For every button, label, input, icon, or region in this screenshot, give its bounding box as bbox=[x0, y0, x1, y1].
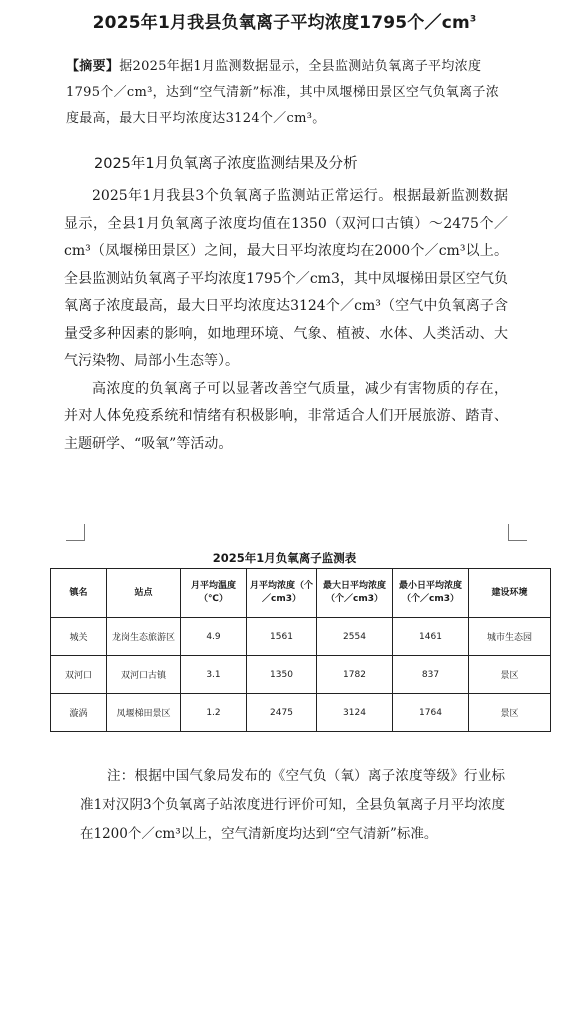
section-heading: 2025年1月负氧离子浓度监测结果及分析 bbox=[94, 156, 358, 172]
table-row bbox=[51, 618, 551, 656]
cell-environment: 景区 bbox=[469, 656, 551, 694]
header-min-daily: 最小日平均浓度（个／cm3） bbox=[393, 569, 469, 618]
header-max-daily: 最大日平均浓度（个／cm3） bbox=[317, 569, 393, 618]
header-avg-concentration: 月平均浓度（个／cm3） bbox=[247, 569, 317, 618]
cell-max-daily: 2554 bbox=[317, 618, 393, 656]
abstract-text: 据2025年据1月监测数据显示，全县监测站负氧离子平均浓度1795个／cm³，达到“空气清新”标准，其中凤堰梯田景区空气负氧离子浓度最高，最大日平均浓度达3124个／cm³。 bbox=[66, 59, 499, 126]
note bbox=[80, 762, 505, 849]
cell-town: 双河口 bbox=[51, 656, 107, 694]
cell-max-daily: 3124 bbox=[317, 694, 393, 732]
header-avg-temp: 月平均温度（℃） bbox=[181, 569, 247, 618]
cell-avg-concentration: 1561 bbox=[247, 618, 317, 656]
cell-min-daily: 1764 bbox=[393, 694, 469, 732]
crop-mark-right bbox=[508, 524, 527, 541]
header-town: 镇名 bbox=[51, 569, 107, 618]
document-title-superscript: 3 bbox=[469, 14, 477, 25]
cell-avg-temp: 1.2 bbox=[181, 694, 247, 732]
cell-town: 漩涡 bbox=[51, 694, 107, 732]
body-text bbox=[64, 183, 508, 458]
cell-min-daily: 1461 bbox=[393, 618, 469, 656]
cell-station: 凤堰梯田景区 bbox=[107, 694, 181, 732]
table-row bbox=[51, 656, 551, 694]
table-title: 2025年1月负氧离子监测表 bbox=[212, 551, 357, 565]
document-title-text: 2025年1月我县负氧离子平均浓度1795个／cm bbox=[92, 13, 470, 33]
cell-avg-concentration: 1350 bbox=[247, 656, 317, 694]
table-row bbox=[51, 694, 551, 732]
body-paragraph-2: 高浓度的负氧离子可以显著改善空气质量，减少有害物质的存在，并对人体免疫系统和情绪有积极影响，非常适合人们开展旅游、踏青、主题研学、“吸氧”等活动。 bbox=[64, 380, 508, 452]
abstract bbox=[66, 54, 506, 132]
cell-avg-concentration: 2475 bbox=[247, 694, 317, 732]
table-header-row bbox=[51, 569, 551, 618]
cell-town: 城关 bbox=[51, 618, 107, 656]
cell-min-daily: 837 bbox=[393, 656, 469, 694]
cell-environment: 城市生态园 bbox=[469, 618, 551, 656]
monitoring-table bbox=[50, 568, 551, 732]
cell-environment: 景区 bbox=[469, 694, 551, 732]
note-text: 注：根据中国气象局发布的《空气负（氧）离子浓度等级》行业标准1对汉阴3个负氧离子站浓度进行评价可知，全县负氧离子月平均浓度在1200个／cm³以上，空气清新度均达到“空气清新”标准。 bbox=[80, 768, 505, 842]
cell-max-daily: 1782 bbox=[317, 656, 393, 694]
header-environment: 建设环境 bbox=[469, 569, 551, 618]
crop-mark-left bbox=[66, 524, 85, 541]
cell-station: 双河口古镇 bbox=[107, 656, 181, 694]
body-paragraph-1: 2025年1月我县3个负氧离子监测站正常运行。根据最新监测数据显示，全县1月负氧离子浓度均值在1350（双河口古镇）～2475个／cm³（凤堰梯田景区）之间，最大日平均浓度均在2000个／cm³以上。全县监测站负氧离子平均浓度1795个／cm3，其中凤堰梯田景区空气负氧离子浓度最高，最大日平均浓度达3124个／cm³（空气中负氧离子含量受多种因素的影响，如地理环境、气象、植被、水体、人类活动、大气污染物、局部小生态等）。 bbox=[64, 188, 508, 369]
abstract-tag: 【摘要】 bbox=[66, 59, 120, 74]
document-title bbox=[0, 8, 569, 33]
cell-avg-temp: 3.1 bbox=[181, 656, 247, 694]
header-station: 站点 bbox=[107, 569, 181, 618]
cell-station: 龙岗生态旅游区 bbox=[107, 618, 181, 656]
cell-avg-temp: 4.9 bbox=[181, 618, 247, 656]
